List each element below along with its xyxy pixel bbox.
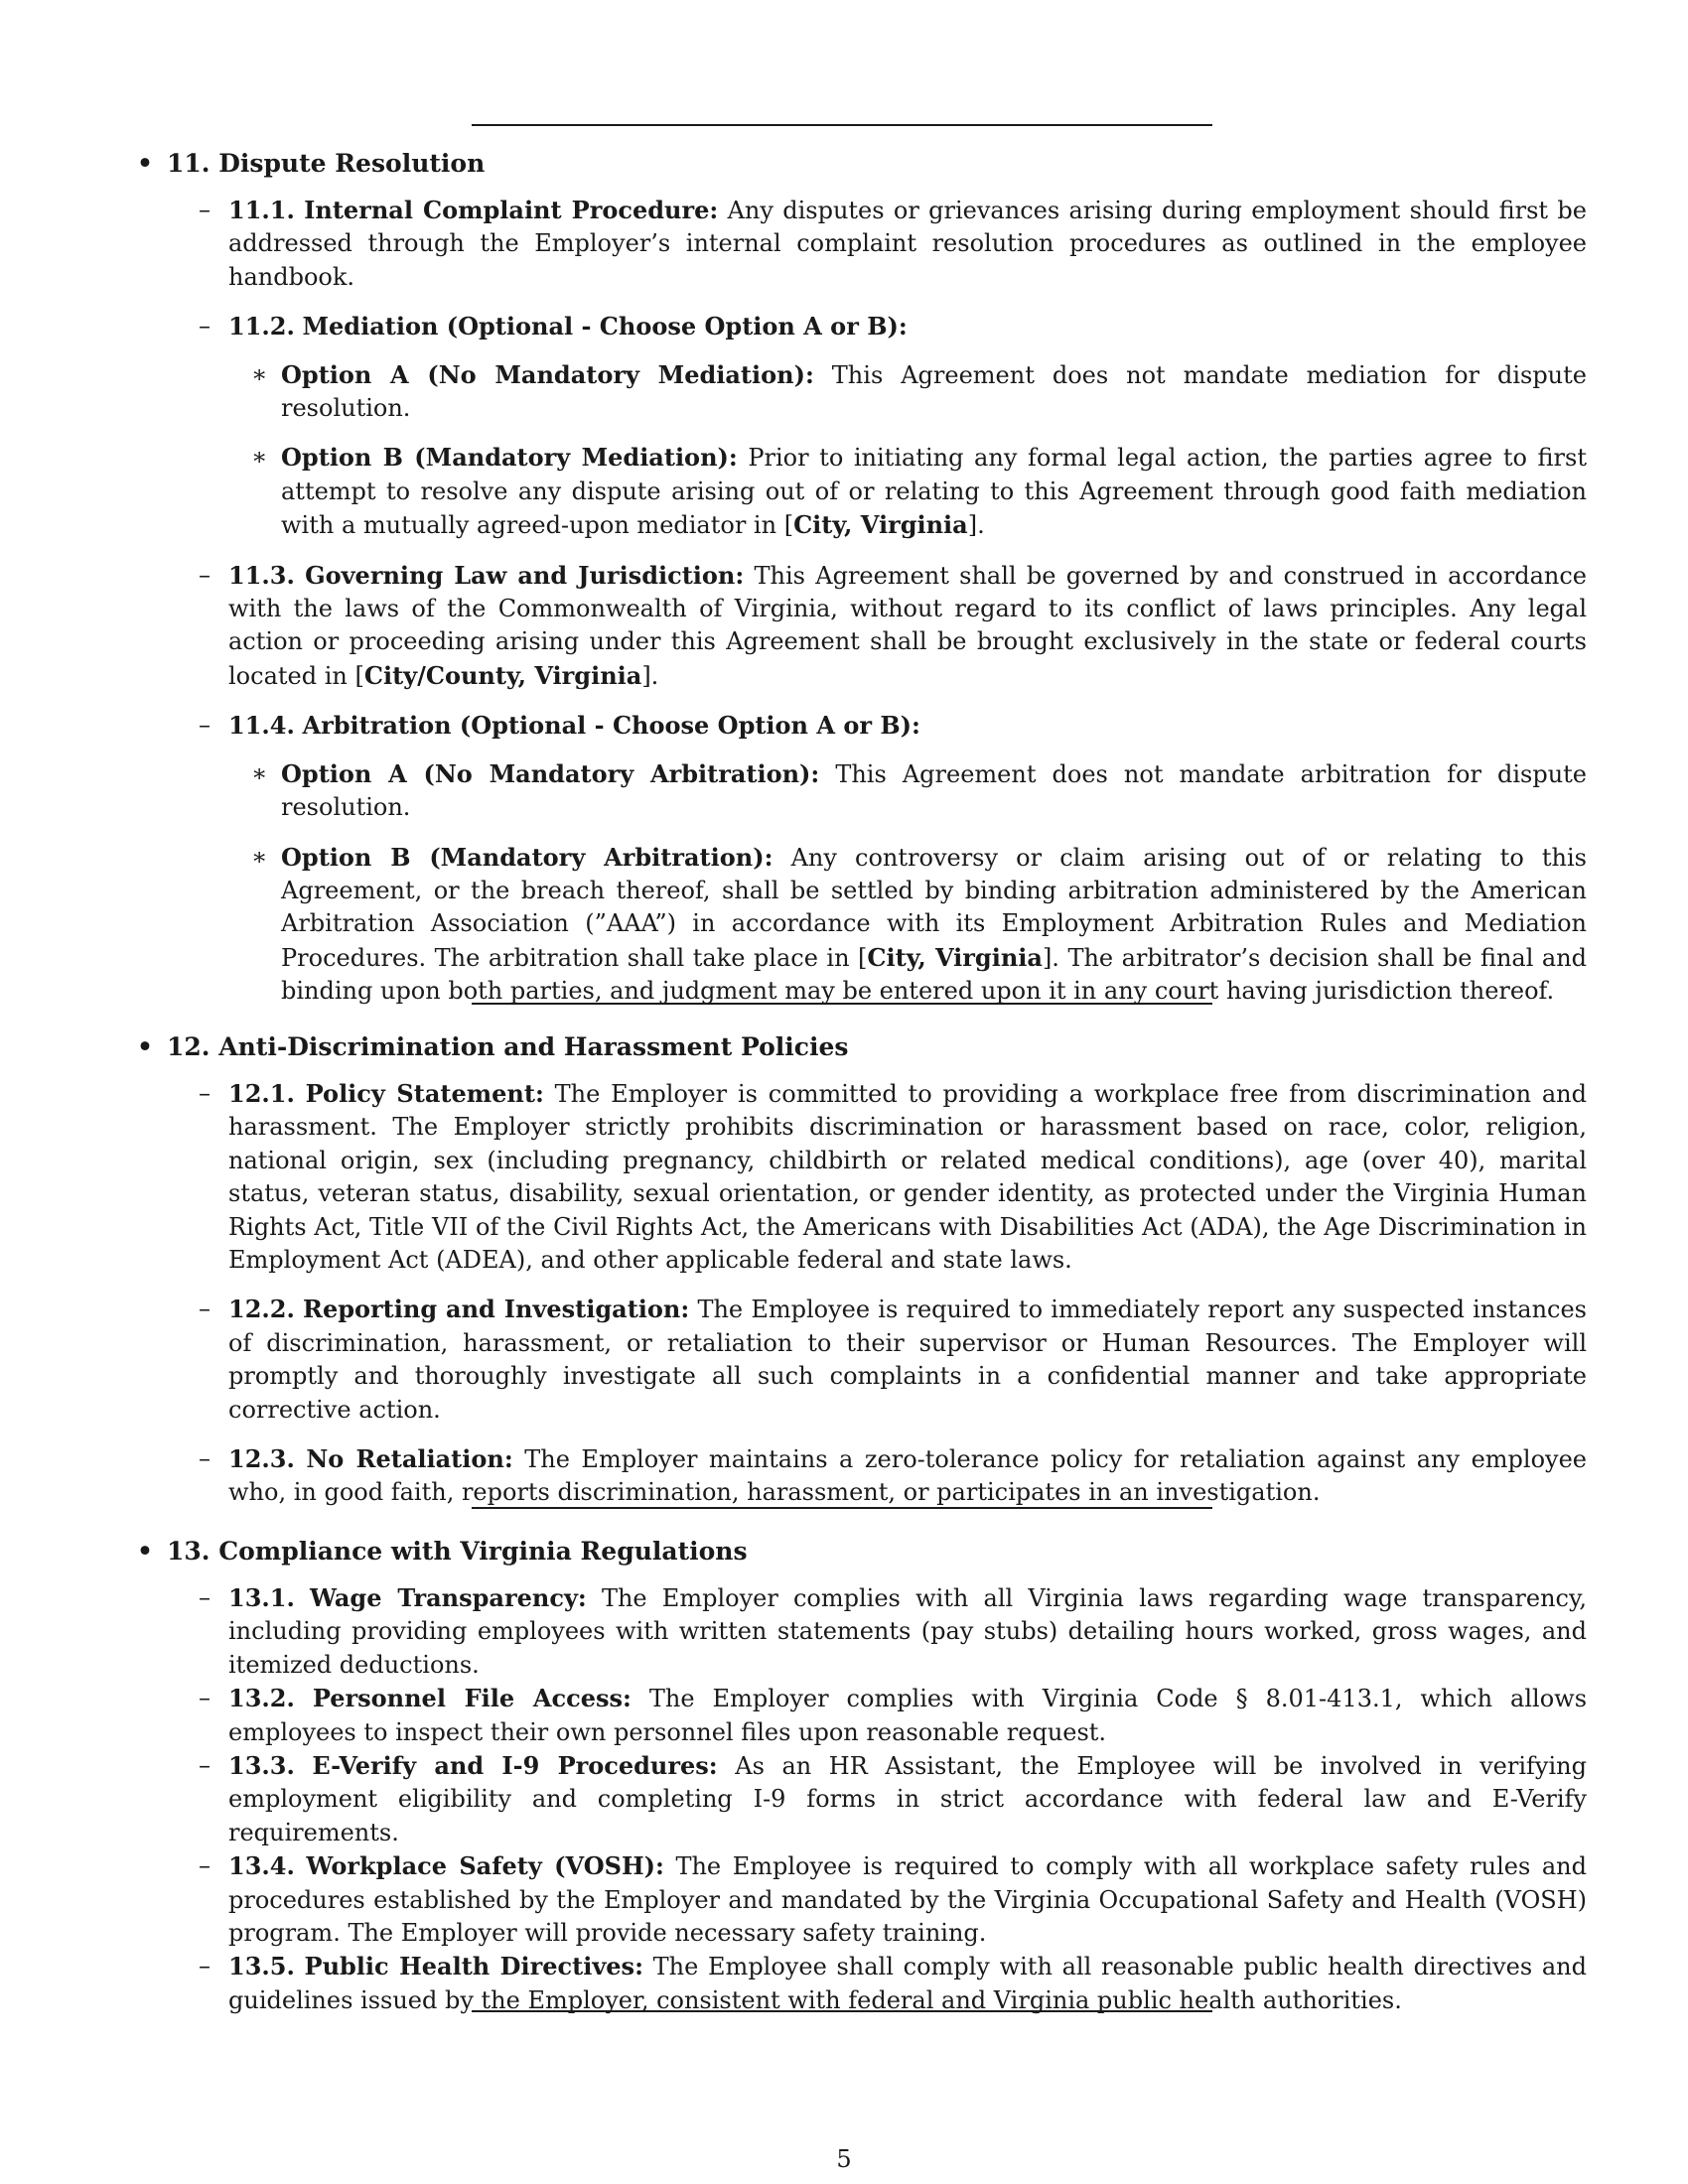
dash-icon: – bbox=[199, 196, 211, 223]
option-a-arbitration: ∗ Option A (No Mandatory Arbitration): This Agreement does not mandate arbitration for dispute resolution. bbox=[251, 758, 1588, 822]
placeholder-field: City, Virginia bbox=[867, 942, 1043, 972]
dash-icon: – bbox=[199, 1952, 211, 1980]
placeholder-field: City/County, Virginia bbox=[363, 660, 642, 690]
option-a-mediation: ∗ Option A (No Mandatory Mediation): This Agreement does not mandate mediation for dispute resolution. bbox=[251, 359, 1587, 423]
divider bbox=[472, 2010, 1212, 2012]
clause-13-4: – 13.4. Workplace Safety (VOSH): The Employee is required to comply with all workplace safety rules and procedures established by the Employer and mandated by the Virginia Occupational Safety and Health (VOSH) program. The Employer will provide necessary safety training. bbox=[199, 1851, 1587, 1948]
placeholder-field: City, Virginia bbox=[793, 510, 968, 540]
section-dispute-resolution bbox=[137, 147, 1587, 1024]
dash-icon: – bbox=[199, 1079, 211, 1107]
section-virginia-compliance bbox=[137, 1535, 1587, 2017]
clause-13-2: – 13.2. Personnel File Access: The Employer complies with Virginia Code § 8.01-413.1, which allows employees to inspect their own personnel files upon reasonable request. bbox=[199, 1684, 1588, 1746]
dash-icon: – bbox=[199, 711, 211, 740]
section-title: • 13. Compliance with Virginia Regulations bbox=[137, 1537, 748, 1566]
dash-icon: – bbox=[199, 312, 211, 341]
asterisk-icon: ∗ bbox=[251, 842, 268, 871]
section-title: • 12. Anti-Discrimination and Harassment Policies bbox=[137, 1032, 849, 1061]
dash-icon: – bbox=[199, 1444, 211, 1473]
bullet-icon: • bbox=[137, 1537, 153, 1566]
dash-icon: – bbox=[199, 560, 211, 589]
divider bbox=[472, 124, 1212, 126]
clause-12-3: – 12.3. No Retaliation: The Employer maintains a zero-tolerance policy for retaliation against any employee who, in good faith, reports discrimination, harassment, or participates in an investigation. bbox=[199, 1444, 1588, 1507]
clause-11-4: – 11.4. Arbitration (Optional - Choose Option A or B): ∗ Option A (No Mandatory Arbitration): This Agreement does not mandate arbitration for dispute resolution. ∗ Option B (Mandatory Arbitration): Any controversy or claim arising out of or relating to this Agreement, or the breach thereof, shall be settled by binding arbitration administered by the American Arbitration Association (”AAA”) in accordance with its Employment Arbitration Rules and Mediation Procedures. The arbitration shall take place in [City, Virginia]. The arbitrator’s decision shall be final and binding upon both parties, and judgment may be entered upon it in any court having jurisdiction thereof. bbox=[137, 709, 1587, 1008]
section-title: • 11. Dispute Resolution bbox=[137, 149, 486, 178]
dash-icon: – bbox=[199, 1751, 211, 1780]
asterisk-icon: ∗ bbox=[251, 443, 268, 472]
dash-icon: – bbox=[199, 1684, 211, 1712]
bullet-icon: • bbox=[137, 149, 153, 178]
option-b-mediation: ∗ Option B (Mandatory Mediation): Prior to initiating any formal legal action, the parties agree to first attempt to resolve any dispute arising out of or relating to this Agreement through good faith mediation with a mutually agreed-upon mediator in [City, Virginia]. bbox=[251, 443, 1587, 540]
divider bbox=[472, 1003, 1212, 1005]
asterisk-icon: ∗ bbox=[251, 359, 268, 388]
dash-icon: – bbox=[199, 1583, 211, 1611]
clause-11-2: – 11.2. Mediation (Optional - Choose Option A or B): ∗ Option A (No Mandatory Mediation): This Agreement does not mandate mediation for dispute resolution. ∗ Option B (Mandatory Mediation): Prior to initiating any formal legal action, the parties agree to first attempt to resolve any dispute arising out of or relating to this Agreement through good faith mediation with a mutually agreed-upon mediator in [City, Virginia]. bbox=[137, 310, 1587, 542]
clause-11-1: – 11.1. Internal Complaint Procedure: Any disputes or grievances arising during employment should first be addressed through the Employer’s internal complaint resolution procedures as outlined in the employee handbook. bbox=[199, 196, 1587, 291]
divider bbox=[472, 1507, 1212, 1509]
clause-13-5: – 13.5. Public Health Directives: The Employee shall comply with all reasonable public health directives and guidelines issued by the Employer, consistent with federal and Virginia public health authorities. bbox=[199, 1952, 1587, 2014]
dash-icon: – bbox=[199, 1295, 211, 1323]
page-number: 5 bbox=[836, 2145, 852, 2173]
clause-13-1: – 13.1. Wage Transparency: The Employer complies with all Virginia laws regarding wage transparency, including providing employees with written statements (pay stubs) detailing hours worked, gross wages, and itemized deductions. bbox=[199, 1583, 1587, 1679]
clause-13-3: – 13.3. E-Verify and I-9 Procedures: As an HR Assistant, the Employee will be involved in verifying employment eligibility and completing I-9 forms in strict accordance with federal law and E-Verify requirements. bbox=[199, 1751, 1587, 1846]
option-b-arbitration: ∗ Option B (Mandatory Arbitration): Any controversy or claim arising out of or relating to this Agreement, or the breach thereof, shall be settled by binding arbitration administered by the American Arbitration Association (”AAA”) in accordance with its Employment Arbitration Rules and Mediation Procedures. The arbitration shall take place in [City, Virginia]. The arbitrator’s decision shall be final and binding upon both parties, and judgment may be entered upon it in any court having jurisdiction thereof. bbox=[251, 842, 1588, 1006]
clause-11-3: – 11.3. Governing Law and Jurisdiction: This Agreement shall be governed by and construed in accordance with the laws of the Commonwealth of Virginia, without regard to its conflict of laws principles. Any legal action or proceeding arising under this Agreement shall be brought exclusively in the state or federal courts located in [City/County, Virginia]. bbox=[199, 560, 1588, 690]
clause-12-2: – 12.2. Reporting and Investigation: The Employee is required to immediately report any suspected instances of discrimination, harassment, or retaliation to their supervisor or Human Resources. The Employer will promptly and thoroughly investigate all such complaints in a confidential manner and take appropriate corrective action. bbox=[199, 1295, 1587, 1424]
clause-12-1: – 12.1. Policy Statement: The Employer is committed to providing a workplace free from discrimination and harassment. The Employer strictly prohibits discrimination or harassment based on race, color, religion, national origin, sex (including pregnancy, childbirth or related medical conditions), age (over 40), marital status, veteran status, disability, sexual orientation, or gender identity, as protected under the Virginia Human Rights Act, Title VII of the Civil Rights Act, the Americans with Disabilities Act (ADA), the Age Discrimination in Employment Act (ADEA), and other applicable federal and state laws. bbox=[199, 1079, 1587, 1275]
bullet-icon: • bbox=[137, 1032, 153, 1061]
asterisk-icon: ∗ bbox=[251, 758, 268, 787]
section-anti-discrimination bbox=[137, 1030, 1587, 1526]
dash-icon: – bbox=[199, 1851, 211, 1880]
